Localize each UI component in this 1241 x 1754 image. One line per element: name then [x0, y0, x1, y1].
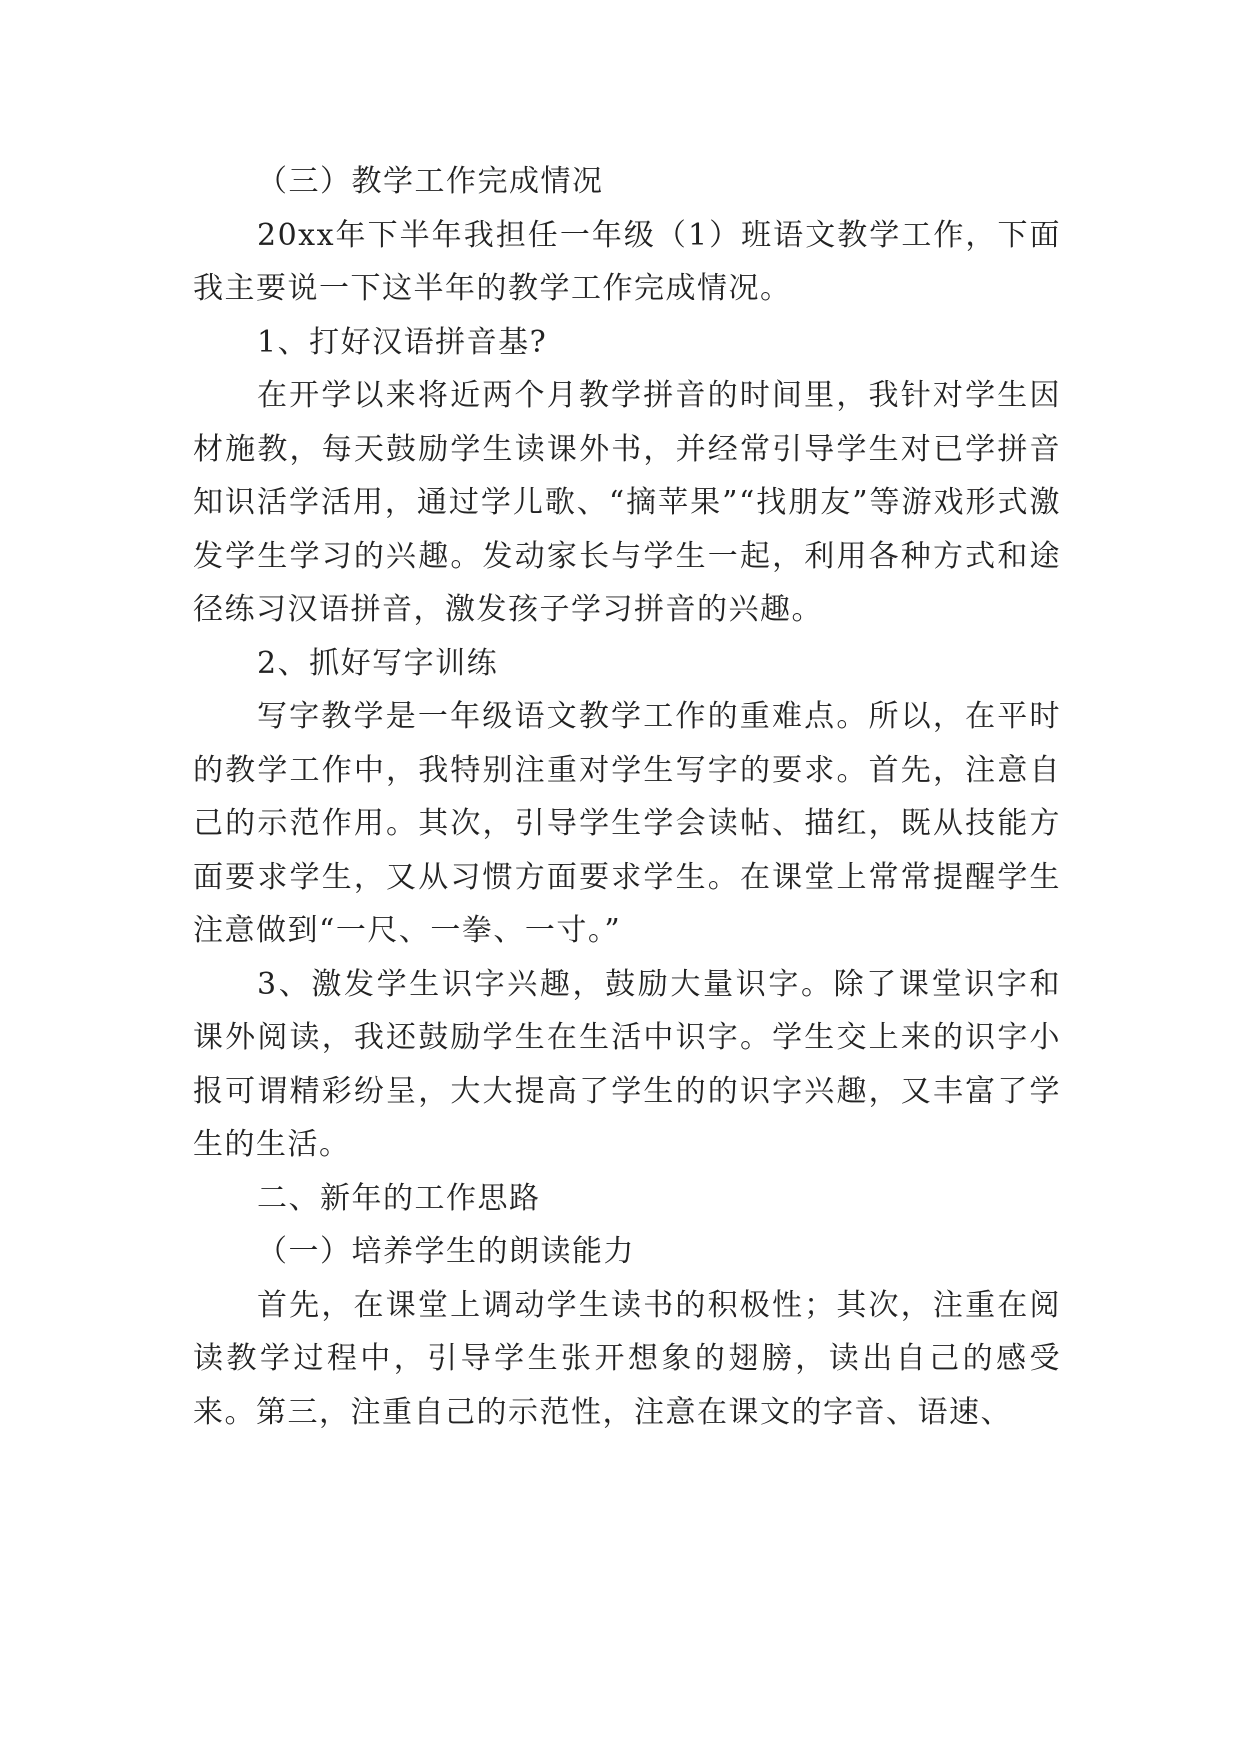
paragraph-writing: 写字教学是一年级语文教学工作的重难点。所以，在平时的教学工作中，我特别注重对学生写字的要求。首先，注意自己的示范作用。其次，引导学生学会读帖、描红，既从技能方面要求学生，又从习惯方面要求学生。在课堂上常常提醒学生注意做到“一尺、一拳、一寸。”: [193, 699, 1061, 948]
document-body: [193, 155, 1061, 1439]
item-heading-writing: 2、抓好写字训练: [257, 645, 499, 681]
section-heading-new-year-plan: 二、新年的工作思路: [257, 1180, 541, 1216]
paragraph-reading: 首先，在课堂上调动学生读书的积极性；其次，注重在阅读教学过程中，引导学生张开想象的翅膀，读出自己的感受来。第三，注重自己的示范性，注意在课文的字音、语速、: [193, 1287, 1061, 1430]
paragraph-literacy: 3、激发学生识字兴趣，鼓励大量识字。除了课堂识字和课外阅读，我还鼓励学生在生活中识字。学生交上来的识字小报可谓精彩纷呈，大大提高了学生的的识字兴趣，又丰富了学生的生活。: [193, 966, 1061, 1162]
paragraph-intro: 20xx年下半年我担任一年级（1）班语文教学工作，下面我主要说一下这半年的教学工作完成情况。: [193, 217, 1061, 306]
section-heading-teaching-completion: （三）教学工作完成情况: [257, 164, 604, 199]
subsection-heading-reading: （一）培养学生的朗读能力: [257, 1234, 635, 1269]
paragraph-pinyin: 在开学以来将近两个月教学拼音的时间里，我针对学生因材施教，每天鼓励学生读课外书，并经常引导学生对已学拼音知识活学活用，通过学儿歌、“摘苹果”“找朋友”等游戏形式激发学生学习的兴趣。发动家长与学生一起，利用各种方式和途径练习汉语拼音，激发孩子学习拼音的兴趣。: [193, 378, 1061, 627]
item-heading-pinyin: 1、打好汉语拼音基?: [257, 324, 548, 360]
